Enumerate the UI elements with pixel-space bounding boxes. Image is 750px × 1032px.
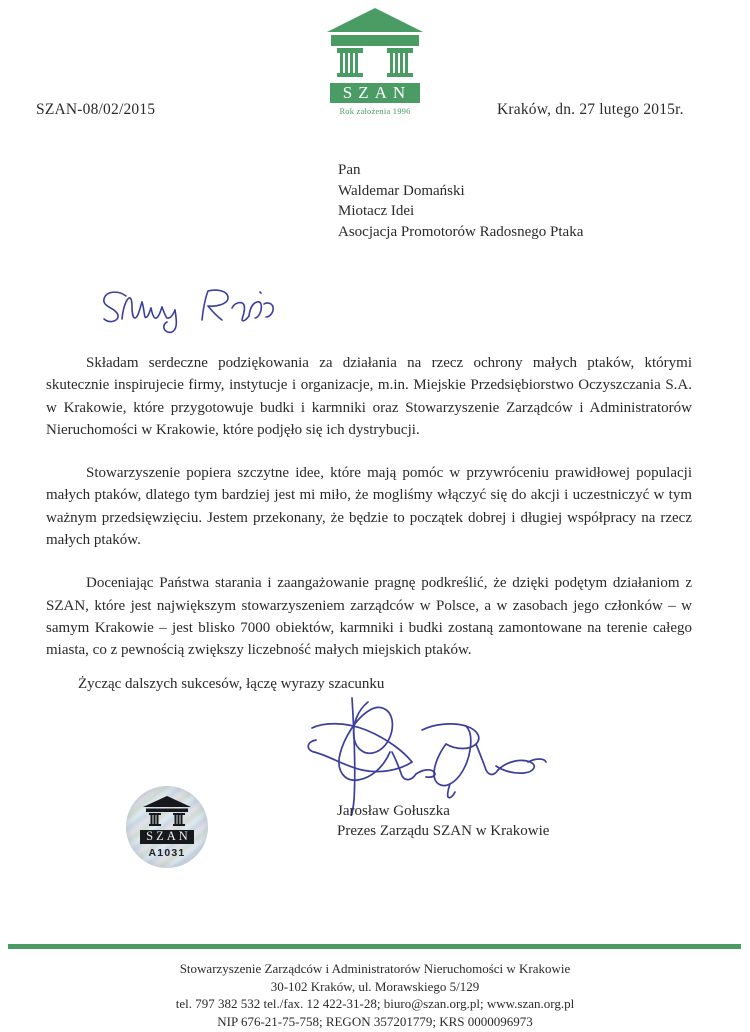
footer-line: Stowarzyszenie Zarządców i Administratorów Nieruchomości w Krakowie <box>179 961 571 976</box>
greek-temple-icon <box>323 6 427 82</box>
addressee-line: Miotacz Idei <box>338 203 415 219</box>
handwritten-salutation <box>92 278 282 334</box>
greek-temple-icon <box>141 795 193 829</box>
signatory-name: Jarosław Gołuszka <box>337 803 450 819</box>
footer-line: tel. 797 382 532 tel./fax. 12 422-31-28; biuro@szan.org.pl; www.szan.org.pl <box>175 996 575 1011</box>
sticker-code: A1031 <box>148 847 186 860</box>
closing-line: Życząc dalszych sukcesów, łączę wyrazy szacunku <box>78 676 385 692</box>
body-paragraph: Składam serdeczne podziękowania za działania na rzecz ochrony małych ptaków, którymi skutecznie inspirujecie firmy, instytucje i organizacje, m.in. Miejskie Przedsiębiorstwo Oczyszczania S.A. w Krakowie, które przygotowuje budki i karmniki oraz Stowarzyszenie Zarządców i Administratorów Nieruchomości w Krakowie, które podjęło się ich dystrybucji. <box>46 355 692 438</box>
signatory-title: Prezes Zarządu SZAN w Krakowie <box>337 823 550 839</box>
szan-logo <box>305 6 445 116</box>
signature-name-block <box>337 801 549 841</box>
hologram-sticker <box>126 786 208 868</box>
reference-number: SZAN-08/02/2015 <box>36 101 156 118</box>
addressee-line: Asocjacja Promotorów Radosnego Ptaka <box>338 223 584 240</box>
place-and-date: Kraków, dn. 27 lutego 2015r. <box>497 101 684 118</box>
logo-founded-text: Rok założenia 1996 <box>339 106 411 116</box>
letter-body <box>46 352 692 662</box>
footer-divider <box>8 944 741 949</box>
footer-line: NIP 676-21-75-758; REGON 357201779; KRS 0000096973 <box>217 1013 533 1029</box>
sticker-wordmark: SZAN <box>140 830 194 844</box>
handwritten-signature <box>300 696 560 816</box>
body-paragraph: Doceniając Państwa starania i zaangażowanie pragnę podkreślić, że dzięki podętym działaniom z SZAN, które jest największym stowarzyszeniem zarządców w Polsce, a w zasobach jego członków – w samym Krakowie – jest blisko 7000 obiektów, karmniki i budki zostaną zamontowane na terenie całego miasta, co z pewnością zwiększy liczebność małych miejskich ptaków. <box>46 575 692 659</box>
addressee-line: Waldemar Domański <box>338 182 465 199</box>
addressee-line: Pan <box>338 162 361 178</box>
footer-line: 30-102 Kraków, ul. Morawskiego 5/129 <box>270 978 480 994</box>
addressee-block <box>338 160 583 242</box>
footer-block <box>0 960 750 1030</box>
logo-wordmark: SZAN <box>330 83 420 103</box>
body-paragraph: Stowarzyszenie popiera szczytne idee, które mają pomóc w przywróceniu prawidłowej populacji małych ptaków, dlatego tym bardziej jest mi miło, że mogliśmy włączyć się do akcji i uczestniczyć w tym ważnym przedsięwzięciu. Jestem przekonany, że będzie to początek dobrej i długiej współpracy na rzecz małych ptaków. <box>46 465 692 549</box>
